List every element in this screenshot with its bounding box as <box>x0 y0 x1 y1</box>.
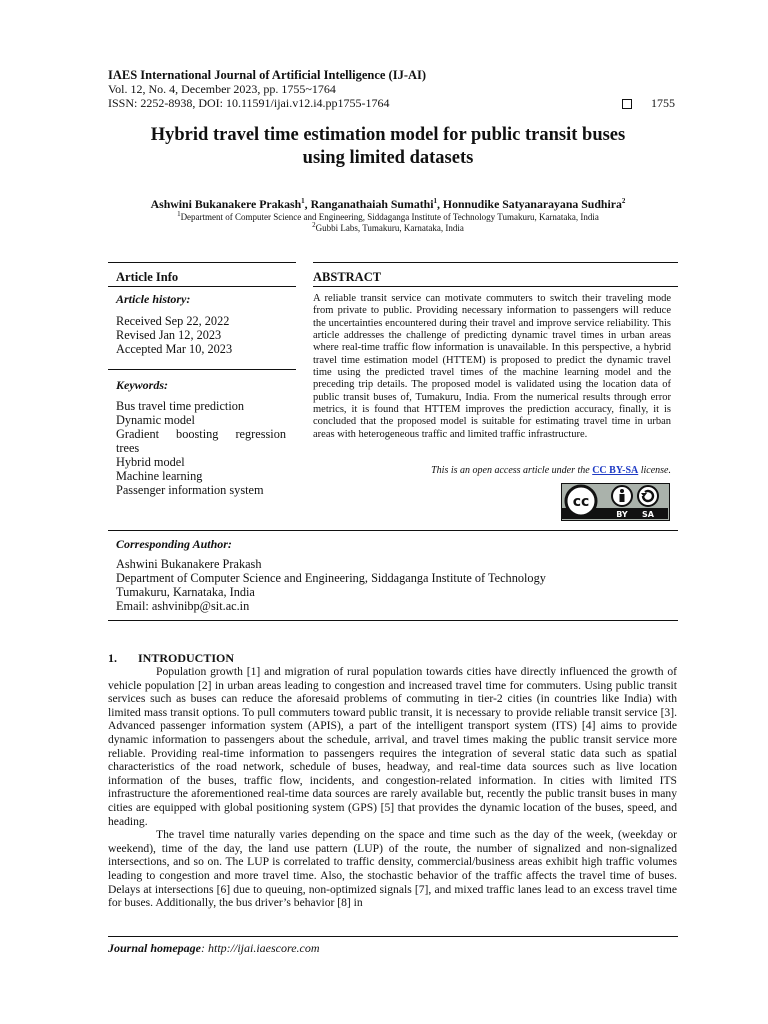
article-history-heading: Article history: <box>116 292 191 306</box>
corresponding-top-rule <box>108 530 678 531</box>
cc-sa-label: SA <box>642 510 654 519</box>
license-link[interactable]: CC BY-SA <box>592 465 639 476</box>
affiliation-text: Department of Computer Science and Engineering, Siddaganga Institute of Technology Tumakuru, Karnataka, India <box>180 212 599 222</box>
keyword-item: Machine learning <box>116 469 203 483</box>
person-icon <box>620 489 624 493</box>
affiliation-1 <box>100 212 676 222</box>
open-access-line <box>313 465 671 476</box>
abstract-heading: ABSTRACT <box>313 270 382 284</box>
keyword-list <box>116 399 286 497</box>
abstract-text: A reliable transit service can motivate commuters to switch their traveling mode from private to public. Providing necessary information to passengers will reduce the uncertainties encountered during their travel and improve service reliability. This article addresses the challenge of predicting dynamic travel times in urban areas where real-time traffic flow information is unavailable. In this perspective, a hybrid travel time estimation model (HTTEM) is proposed to predict the dynamic travel time using the predicted travel times of the machine learning model and the preceding trip details. The proposed model is validated using the location data of public transit buses of, Tumakuru, India. From the numerical results through error metrics, it is found that HTTEM improves the prediction accuracy, finally, it is concluded that the proposed model is suitable for estimating travel time in urban areas with heterogeneous traffic and limited traffic infrastructure. <box>313 293 671 440</box>
title-line-2: using limited datasets <box>302 148 474 168</box>
author-sup: 2 <box>621 197 626 206</box>
open-access-prefix: This is an open access article under the <box>431 465 593 476</box>
info-head-rule <box>108 286 296 287</box>
journal-volume: Vol. 12, No. 4, December 2023, pp. 1755~1764 <box>108 82 336 96</box>
corresponding-email[interactable]: Email: ashvinibp@sit.ac.in <box>116 599 250 613</box>
affiliation-2 <box>100 223 676 233</box>
keyword-item: Bus travel time prediction <box>116 399 245 413</box>
introduction-heading <box>108 651 234 666</box>
keyword-item: Passenger information system <box>116 483 264 497</box>
author-name: Ashwini Bukanakere Prakash <box>150 197 302 211</box>
homepage-label: Journal homepage <box>108 941 202 955</box>
revised-date: Revised Jan 12, 2023 <box>116 328 222 342</box>
author-name: Ranganathaiah Sumathi <box>310 197 434 211</box>
journal-issn-doi: ISSN: 2252-8938, DOI: 10.11591/ijai.v12.i4.pp1755-1764 <box>108 96 390 110</box>
corresponding-heading: Corresponding Author: <box>116 537 232 551</box>
section-number: 1. <box>108 651 117 665</box>
share-alike-icon <box>638 486 658 506</box>
affiliation-sup: 1 <box>177 210 181 218</box>
introduction-body <box>108 665 677 910</box>
homepage-url[interactable]: : http://ijai.iaescore.com <box>201 941 320 955</box>
intro-paragraph-1: Population growth [1] and migration of rural population towards cities have directly influenced the growth of vehicle population [2] in urban areas leading to congestion and increased travel time for commuters. Using public transit services such as buses can reduce the aforesaid problems of commuting in tier-2 cities (in countries like India) with limited mass transit options. To pull commuters toward public transit, it is necessary to provide reliable transit service [3]. Advanced passenger information system (APIS), a part of the intelligent transport system (ITS) [4] aims to provide dynamic information to passengers about the schedule, arrival, and travel times making the public transit service more reliable. Providing real-time information to passengers requires the integration of several static data such as spatial characteristics of the road network, schedule of buses, headway, and real-time data sources such as live location information of the buses, traffic flow, incidents, and congestion-related information. In cities with limited ITS infrastructure the aforementioned real-time data sources are rarely available but, recently the public transit buses in many cities are equipped with global positioning system (GPS) [5] that provides the dynamic location of the buses, speed, and heading. <box>108 665 677 828</box>
cc-by-label: BY <box>616 510 628 519</box>
page-number: 1755 <box>651 96 675 110</box>
open-access-suffix: license. <box>638 465 671 476</box>
footer-rule <box>108 936 678 937</box>
cc-logo-text: cc <box>572 494 590 510</box>
article-info-heading: Article Info <box>116 270 179 284</box>
accepted-date: Accepted Mar 10, 2023 <box>116 342 233 356</box>
abstract-top-rule <box>313 262 678 263</box>
abstract-head-rule <box>313 286 678 287</box>
keyword-item: Hybrid model <box>116 455 185 469</box>
author-name: Honnudike Satyanarayana Sudhira <box>442 197 622 211</box>
paper-title <box>100 124 676 170</box>
title-line-1: Hybrid travel time estimation model for public transit buses <box>150 125 626 145</box>
corresponding-name: Ashwini Bukanakere Prakash <box>116 557 262 571</box>
affiliation-text: Gubbi Labs, Tumakuru, Karnataka, India <box>315 223 464 233</box>
received-date: Received Sep 22, 2022 <box>116 314 230 328</box>
cc-badge-graphic <box>562 484 668 519</box>
section-title: INTRODUCTION <box>138 651 235 665</box>
cc-by-sa-badge[interactable] <box>561 483 670 521</box>
affiliation-sup: 2 <box>312 221 316 229</box>
keyword-item: Gradient boosting regression trees <box>116 427 286 455</box>
author-sup: 1 <box>301 197 305 206</box>
keyword-item: Dynamic model <box>116 413 195 427</box>
journal-homepage <box>108 941 320 956</box>
journal-name: IAES International Journal of Artificial Intelligence (IJ-AI) <box>108 68 427 82</box>
author-list: Ashwini Bukanakere Prakash$^1$, Ranganathaiah Sumathi$^1$, Honnudike Satyanarayana Sudhira$^2$ <box>150 197 626 211</box>
corresponding-location: Tumakuru, Karnataka, India <box>116 585 255 599</box>
info-top-rule <box>108 262 296 263</box>
history-rule <box>108 369 296 370</box>
square-box-icon <box>622 99 632 109</box>
intro-paragraph-2: The travel time naturally varies depending on the space and time such as the day of the week, (weekday or weekend), time of the day, the land use pattern (LUP) of the route, the number of signalized and non-signalized intersections, and so on. The LUP is correlated to traffic density, commercial/business areas exhibit high traffic volumes leading to congestion and more travel time. Also, the stochastic behavior of the traffic affects the travel time of buses. Delays at intersections [6] due to queuing, non-optimized signals [7], and mixed traffic lanes lead to an excess travel time for buses. Additionally, the bus driver’s behavior [8] in <box>108 828 677 910</box>
corresponding-bottom-rule <box>108 620 678 621</box>
keywords-heading: Keywords: <box>116 378 168 392</box>
author-sup: 1 <box>433 197 437 206</box>
corresponding-department: Department of Computer Science and Engineering, Siddaganga Institute of Technology <box>116 571 546 585</box>
